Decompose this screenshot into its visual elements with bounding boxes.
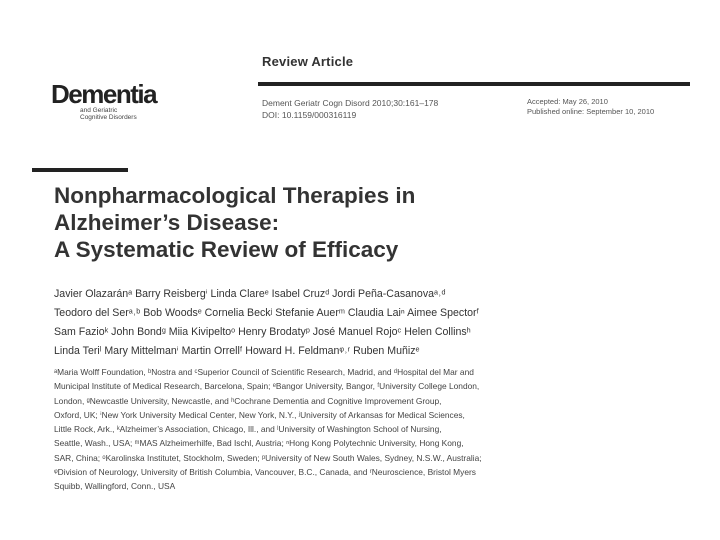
affiliation-line: London, ᵍNewcastle University, Newcastle, and ʰCochrane Dementia and Cognitive Improvement Group, (54, 395, 442, 406)
accepted-date: Accepted: May 26, 2010 (527, 97, 608, 106)
affiliation-line: SAR, China; ᵒKarolinska Institutet, Stockholm, Sweden; ᵖUniversity of New South Wales, Sydney, N.S.W., Australia; (54, 452, 482, 463)
affiliation-line: ᵃMaria Wolff Foundation, ᵇNostra and ᶜSuperior Council of Scientific Research, Madrid, and ᵈHospital del Mar and (54, 367, 474, 377)
journal-logo-subtitle-2: Cognitive Disorders (80, 114, 137, 121)
affiliation-line: Oxford, UK; ⁱNew York University Medical Center, New York, N.Y., ʲUniversity of Arkansas for Medical Sciences, (54, 409, 465, 420)
title-line: A Systematic Review of Efficacy (54, 237, 399, 262)
citation-text: Dement Geriatr Cogn Disord 2010;30:161–178 (262, 98, 439, 108)
affiliation-line: Seattle, Wash., USA; ᵐMAS Alzheimerhilfe, Bad Ischl, Austria; ⁿHong Kong Polytechnic University, Hong Kong, (54, 438, 464, 449)
author-line: Sam Fazioᵏ John Bondᵍ Miia Kivipeltoᵒ Henry Brodatyᵖ José Manuel Rojoᶜ Helen Collinsʰ (54, 326, 471, 338)
doi-prefix: DOI: (262, 110, 282, 120)
author-line: Teodoro del Serᵃ˒ᵇ Bob Woodsᵉ Cornelia Beckʲ Stefanie Auerᵐ Claudia Laiⁿ Aimee Spectorᶠ (54, 307, 479, 319)
affiliation-line: Little Rock, Ark., ᵏAlzheimer’s Association, Chicago, Ill., and ˡUniversity of Washington School of Nursing, (54, 424, 442, 435)
affiliation-line: ᵠDivision of Neurology, University of British Columbia, Vancouver, B.C., Canada, and ʳNeuroscience, Bristol Myers (54, 467, 476, 478)
affiliations (54, 365, 694, 494)
published-date: Published online: September 10, 2010 (527, 107, 655, 116)
journal-logo: Dementia (51, 79, 157, 109)
doi-link[interactable]: 10.1159/000316119 (281, 110, 357, 120)
author-line: Linda Teriˡ Mary Mittelmanⁱ Martin Orrellᶠ Howard H. Feldmanᵠ˒ʳ Ruben Muñizᵉ (54, 345, 420, 357)
title-line: Alzheimer’s Disease: (54, 210, 280, 235)
paper-title (54, 182, 694, 263)
journal-logo-subtitle-1: and Geriatric (80, 107, 118, 114)
affiliation-line: Squibb, Wallingford, Conn., USA (54, 481, 176, 492)
title-line: Nonpharmacological Therapies in (54, 183, 416, 208)
title-rule (32, 168, 128, 172)
affiliation-line: Municipal Institute of Medical Research, Barcelona, Spain; ᵉBangor University, Bangor, ᶠUniversity College London, (54, 381, 480, 392)
article-type-label: Review Article (262, 54, 354, 69)
publication-dates (527, 97, 654, 117)
citation-block (262, 97, 438, 121)
header-rule (258, 82, 690, 86)
author-line: Javier Olazaránᵃ Barry Reisbergⁱ Linda Clareᵉ Isabel Cruzᵈ Jordi Peña-Casanovaᵃ˒ᵈ (54, 288, 446, 300)
doi-line (262, 109, 438, 121)
